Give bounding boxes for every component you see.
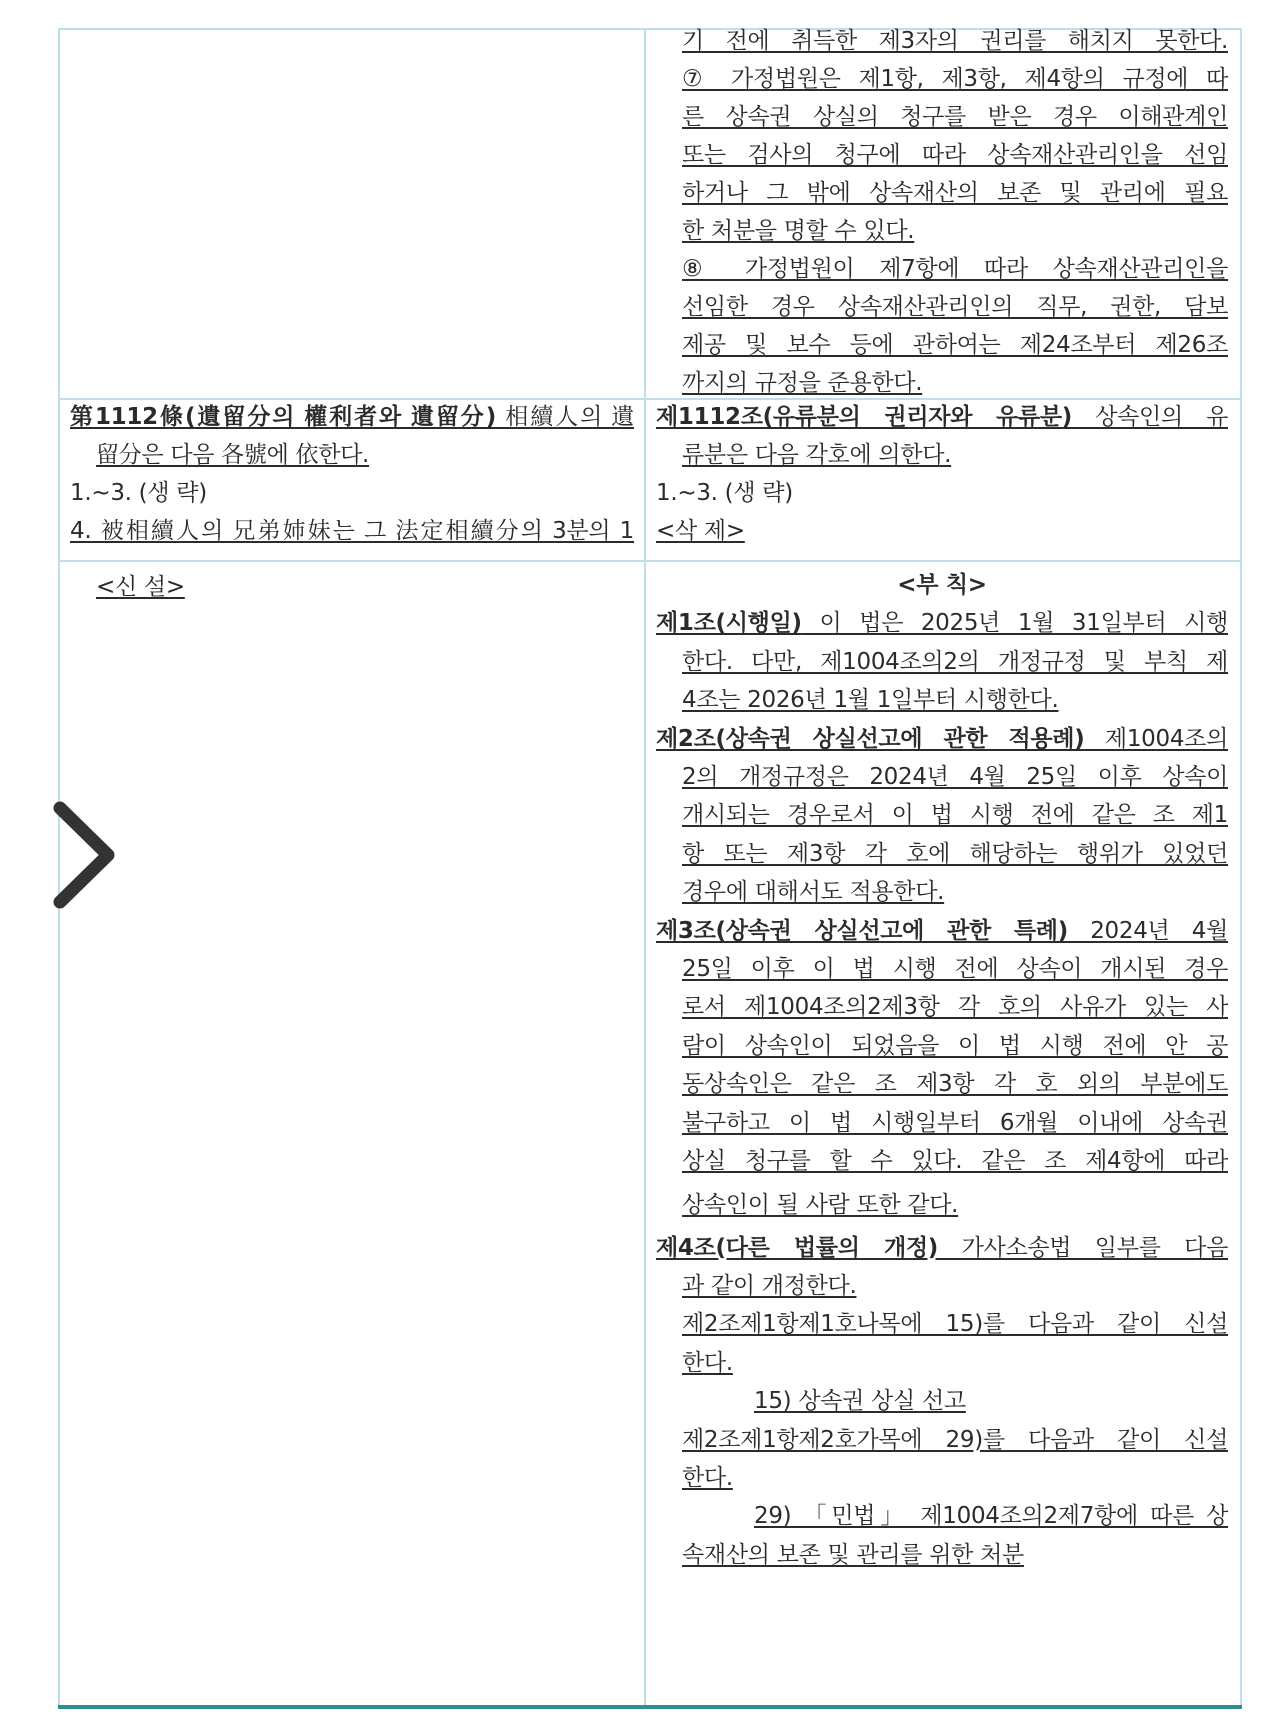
article-title-rest: 2024년 4월: [1067, 917, 1228, 944]
text-line: 로서 제1004조의2제3항 각 호의 사유가 있는 사: [682, 994, 1228, 1021]
text-line: 경우에 대해서도 적용한다.: [682, 879, 945, 906]
text-line: 상속인이 될 사람 또한 같다.: [682, 1191, 959, 1218]
row-divider-2: [60, 560, 1240, 562]
text-line: 한다.: [682, 1464, 733, 1491]
text-line: ⑧ 가정법원이 제7항에 따라 상속재산관리인을: [682, 256, 1228, 282]
article-1112-new: [656, 398, 1228, 550]
new-provision-marker: [70, 566, 634, 608]
text-line: 2의 개정규정은 2024년 4월 25일 이후 상속이: [682, 764, 1228, 791]
text-line: 동상속인은 같은 조 제3항 각 호 외의 부분에도: [682, 1071, 1228, 1098]
text-line: 25일 이후 이 법 시행 전에 상속이 개시된 경우: [682, 956, 1228, 983]
text-line: 15) 상속권 상실 선고: [754, 1388, 966, 1415]
article-title-line: [656, 398, 1228, 436]
text-line: 항 또는 제3항 각 호에 해당하는 행위가 있었던: [682, 840, 1228, 867]
text-line: 1.~3. (생 략): [70, 480, 207, 506]
text-line: 또는 검사의 청구에 따라 상속재산관리인을 선임: [682, 142, 1228, 168]
text-line: 1.~3. (생 략): [656, 480, 793, 506]
text-line: 留分은 다음 各號에 依한다.: [96, 442, 370, 468]
text-line: <신 설>: [96, 574, 185, 600]
text-line: 선임한 경우 상속재산관리인의 직무, 권한, 담보: [682, 294, 1228, 320]
article-title: 第1112條(遺留分의 權利者와 遺留分): [70, 404, 496, 430]
article-title-rest: 제1004조의: [1084, 725, 1228, 752]
text-line: 29) 「민법」 제1004조의2제7항에 따른 상: [754, 1503, 1228, 1530]
text-line: 4. 被相續人의 兄弟姉妹는 그 法定相續分의 3분의 1: [70, 518, 634, 544]
page-bottom-rule: [58, 1705, 1242, 1709]
text-line: 속재산의 보존 및 관리를 위한 처분: [682, 1541, 1024, 1568]
column-divider: [644, 30, 646, 1705]
text-line: 하거나 그 밖에 상속재산의 보존 및 관리에 필요: [682, 180, 1228, 206]
addenda: [656, 566, 1228, 1574]
article-title-rest: 相續人의 遺: [495, 404, 634, 430]
article-title-line: [656, 912, 1228, 950]
article-title: 제4조(다른 법률의 개정): [656, 1234, 938, 1261]
text-line: 제공 및 보수 등에 관하여는 제24조부터 제26조: [682, 332, 1228, 358]
text-line: <삭 제>: [656, 518, 745, 544]
article-1112-old: [70, 398, 634, 550]
text-line: 제2조제1항제2호가목에 29)를 다음과 같이 신설: [682, 1426, 1228, 1453]
text-line: 한다.: [682, 1349, 733, 1376]
article-title-rest: 이 법은 2025년 1월 31일부터 시행: [801, 610, 1228, 637]
article-title-rest: 가사소송법 일부를 다음: [938, 1234, 1228, 1261]
text-line: 과 같이 개정한다.: [682, 1272, 857, 1299]
article-title: 제3조(상속권 상실선고에 관한 특례): [656, 917, 1068, 944]
article-title-line: [656, 720, 1228, 758]
text-line: 불구하고 이 법 시행일부터 6개월 이내에 상속권: [682, 1109, 1228, 1136]
article-title-line: [656, 1229, 1228, 1267]
text-line: 기 전에 취득한 제3자의 권리를 해치지 못한다.: [682, 28, 1228, 54]
text-line: 른 상속권 상실의 청구를 받은 경우 이해관계인: [682, 104, 1228, 130]
prev-article-continuation: [656, 22, 1228, 402]
text-line: ⑦ 가정법원은 제1항, 제3항, 제4항의 규정에 따: [682, 66, 1228, 92]
document-page: [58, 28, 1242, 1707]
addenda-heading: <부 칙>: [897, 572, 987, 598]
article-title: 제1112조(유류분의 권리자와 유류분): [656, 404, 1072, 430]
text-line: 류분은 다음 각호에 의한다.: [682, 442, 952, 468]
article-title: 제1조(시행일): [656, 610, 802, 637]
text-line: 개시되는 경우로서 이 법 시행 전에 같은 조 제1: [682, 802, 1228, 829]
text-line: 까지의 규정을 준용한다.: [682, 370, 923, 396]
text-line: 람이 상속인이 되었음을 이 법 시행 전에 안 공: [682, 1032, 1228, 1059]
text-line: 한 처분을 명할 수 있다.: [682, 218, 915, 244]
text-line: 한다. 다만, 제1004조의2의 개정규정 및 부칙 제: [682, 648, 1228, 675]
text-line: 4조는 2026년 1월 1일부터 시행한다.: [682, 687, 1059, 714]
article-title-line: [656, 604, 1228, 642]
text-line: 제2조제1항제1호나목에 15)를 다음과 같이 신설: [682, 1311, 1228, 1338]
chevron-right-icon[interactable]: [50, 800, 120, 910]
text-line: 상실 청구를 할 수 있다. 같은 조 제4항에 따라: [682, 1148, 1228, 1175]
article-title: 제2조(상속권 상실선고에 관한 적용례): [656, 725, 1085, 752]
article-title-rest: 상속인의 유: [1071, 404, 1228, 430]
article-title-line: [70, 398, 634, 436]
